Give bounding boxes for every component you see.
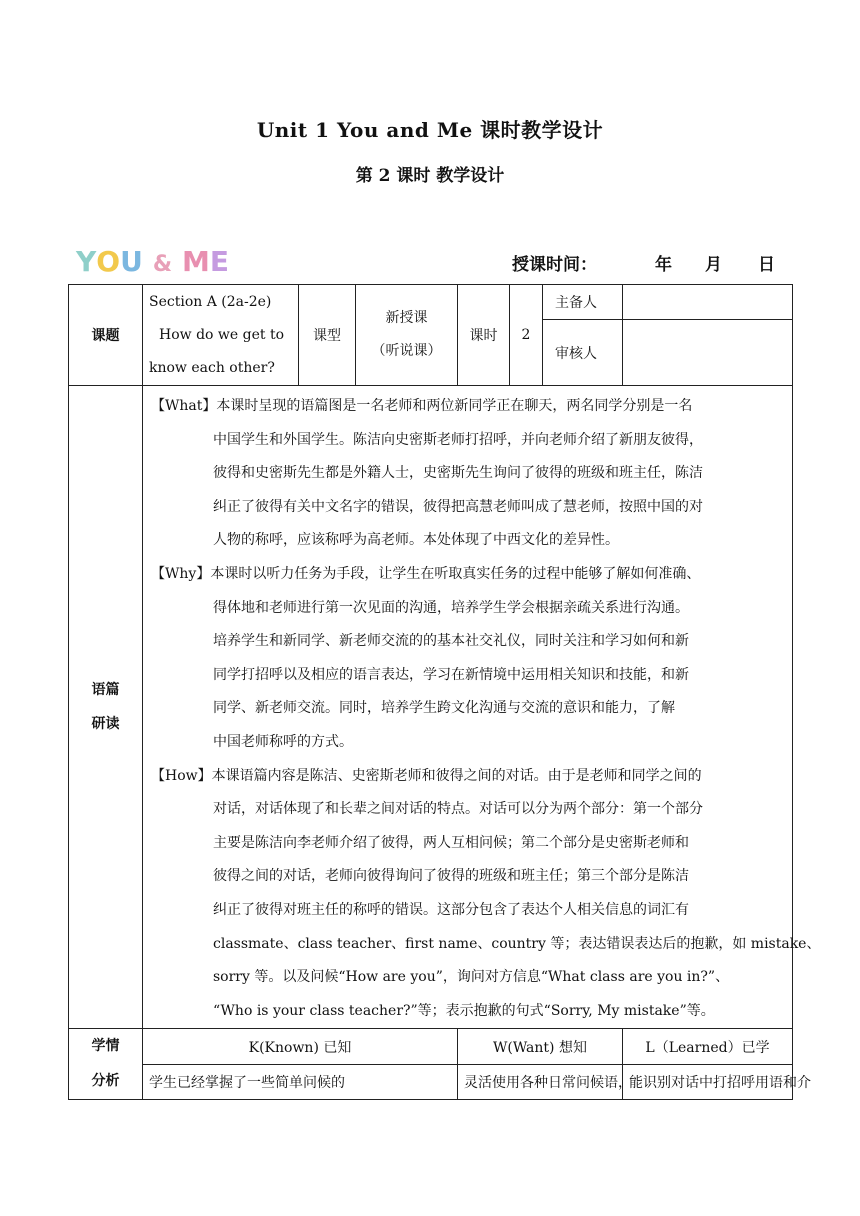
why-line: 培养学生和新同学、新老师交流的的基本社交礼仪，同时关注和学习如何和新 <box>213 633 689 650</box>
reading-label-line-2: 研读 <box>91 716 120 733</box>
preparer-label: 主备人 <box>543 285 623 320</box>
why-line: 同学、新老师交流。同时，培养学生跨文化沟通与交流的意识和能力，了解 <box>213 700 675 717</box>
analysis-label-line-1: 学情 <box>91 1038 120 1055</box>
reviewer-value[interactable] <box>623 320 793 386</box>
analysis-label <box>69 1029 143 1100</box>
date-day: 日 <box>758 255 775 275</box>
what-line: 人物的称呼，应该称呼为高老师。本处体现了中西文化的差异性。 <box>213 532 619 549</box>
lesson-plan-table <box>68 284 821 1100</box>
topic-label: 课题 <box>69 285 143 386</box>
reading-label-line-1: 语篇 <box>91 682 120 699</box>
topic-line-3: know each other? <box>149 359 275 376</box>
type-value <box>356 285 458 386</box>
what-paragraph <box>151 390 792 558</box>
why-line: 【Why】本课时以听力任务为手段，让学生在听取真实任务的过程中能够了解如何准确、 <box>151 565 701 582</box>
reviewer-label: 审核人 <box>543 320 623 386</box>
period-value: 2 <box>510 285 543 386</box>
period-label: 课时 <box>458 285 510 386</box>
logo-text: YOU & ME <box>76 245 230 278</box>
how-line: 【How】本课语篇内容是陈洁、史密斯老师和彼得之间的对话。由于是老师和同学之间的 <box>151 767 702 784</box>
what-line: 中国学生和外国学生。陈洁向史密斯老师打招呼，并向老师介绍了新朋友彼得， <box>213 431 703 448</box>
page-subtitle: 第 2 课时 教学设计 <box>355 166 505 186</box>
date-year: 年 <box>655 255 672 275</box>
reading-content <box>143 386 821 1029</box>
how-line: 彼得之间的对话，老师向彼得询问了彼得的班级和班主任；第三个部分是陈洁 <box>213 868 689 885</box>
topic-line-1: Section A (2a-2e) <box>149 293 272 310</box>
how-line: 对话，对话体现了和长辈之间对话的特点。对话可以分为两个部分：第一个部分 <box>213 801 703 818</box>
learned-text: 能识别对话中打招呼用语和介 <box>623 1065 793 1100</box>
page-title: Unit 1 You and Me 课时教学设计 <box>256 118 604 142</box>
why-line: 得体地和老师进行第一次见面的沟通，培养学生学会根据亲疏关系进行沟通。 <box>213 599 689 616</box>
what-line: 【What】本课时呈现的语篇图是一名老师和两位新同学正在聊天，两名同学分别是一名 <box>151 398 693 414</box>
what-line: 纠正了彼得有关中文名字的错误，彼得把高慧老师叫成了慧老师，按照中国的对 <box>213 498 703 515</box>
how-paragraph <box>151 760 821 1029</box>
learned-header: L（Learned）已学 <box>623 1029 793 1065</box>
preparer-value[interactable] <box>623 285 793 320</box>
how-line: “Who is your class teacher?”等；表示抱歉的句式“Sorry, My mistake”等。 <box>213 1002 715 1019</box>
how-line: sorry 等。以及问候“How are you”，询问对方信息“What class are you in?”、 <box>213 969 730 986</box>
reading-label <box>69 386 143 1029</box>
date-row <box>512 250 775 275</box>
topic-value <box>143 285 299 386</box>
date-month: 月 <box>705 255 722 275</box>
want-header: W(Want) 想知 <box>458 1029 623 1065</box>
type-label: 课型 <box>299 285 356 386</box>
type-value-line-1: 新授课 <box>385 310 428 326</box>
topic-line-2: How do we get to <box>159 326 285 343</box>
known-text: 学生已经掌握了一些简单问候的 <box>143 1065 458 1100</box>
date-label: 授课时间： <box>512 255 597 275</box>
analysis-label-line-2: 分析 <box>91 1073 120 1090</box>
how-line: 主要是陈洁向李老师介绍了彼得，两人互相问候；第二个部分是史密斯老师和 <box>213 834 689 851</box>
what-line: 彼得和史密斯先生都是外籍人士，史密斯先生询问了彼得的班级和班主任，陈洁 <box>213 465 703 482</box>
how-line: classmate、class teacher、first name、country 等；表达错误表达后的抱歉，如 mistake、 <box>213 935 821 952</box>
want-text: 灵活使用各种日常问候语， <box>458 1065 623 1100</box>
type-value-line-2: （听说课） <box>371 343 442 359</box>
why-line: 中国老师称呼的方式。 <box>213 733 353 750</box>
how-line: 纠正了彼得对班主任的称呼的错误。这部分包含了表达个人相关信息的词汇有 <box>213 901 689 918</box>
you-and-me-logo <box>76 240 229 278</box>
why-line: 同学打招呼以及相应的语言表达，学习在新情境中运用相关知识和技能，和新 <box>213 666 689 683</box>
why-paragraph <box>151 558 792 760</box>
known-header: K(Known) 已知 <box>143 1029 458 1065</box>
